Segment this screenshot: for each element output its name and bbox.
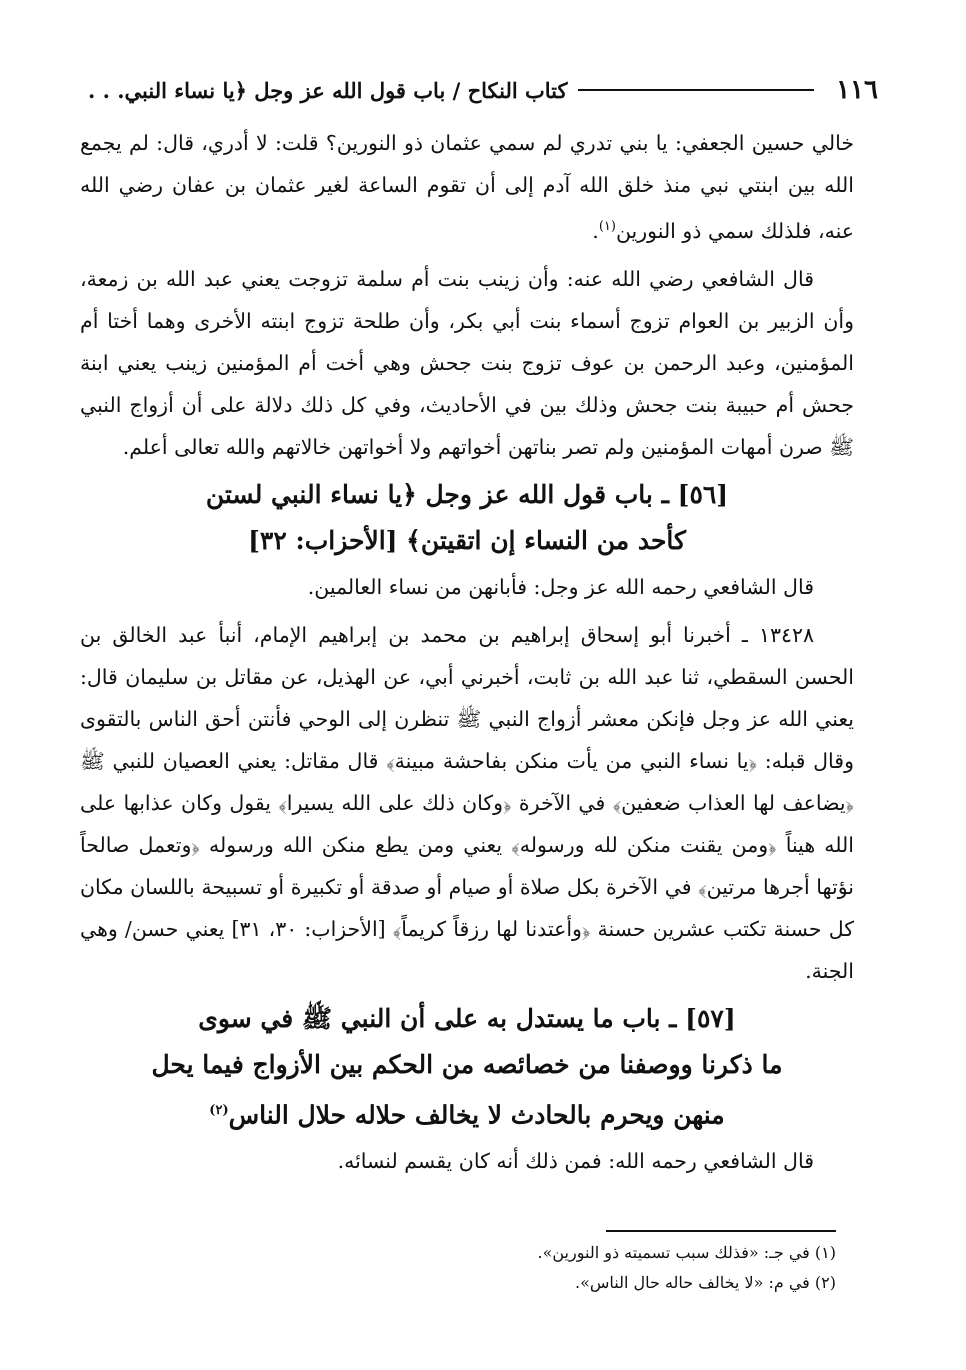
heading-57-line-2: ما ذكرنا ووصفنا من خصائصه من الحكم بين الأزواج فيما يحل bbox=[151, 1049, 783, 1079]
hadith-13428: ١٣٤٢٨ ـ أخبرنا أبو إسحاق إبراهيم بن محمد بن إبراهيم الإمام، أنبأ عبد الخالق بن الحسن السقطي، ثنا عبد الله بن ثابت، أخبرني أبي، عن الهذيل، عن مقاتل بن سليمان قال: يعني الله عز وجل فإنكن معشر أزواج النبي ﷺ تنظرن إلى الوحي فأنتن أحق الناس بالتقوى وقال قبله: ﴿يا نساء النبي من يأت منكن بفاحشة مبينة﴾ قال مقاتل: يعني العصيان للنبي ﷺ ﴿يضاعف لها العذاب ضعفين﴾ في الآخرة ﴿وكان ذلك على الله يسيرا﴾ يقول وكان عذابها على الله هيناً ﴿ومن يقنت منكن لله ورسوله﴾ يعني ومن يطع منكن الله ورسوله ﴿وتعمل صالحاً نؤتها أجرها مرتين﴾ في الآخرة بكل صلاة أو صيام أو صدقة أو تكبيرة أو تسبيحة باللسان مكان كل حسنة تكتب عشرين حسنة ﴿وأعتدنا لها رزقاً كريماً﴾ [الأحزاب: ٣٠، ٣١] يعني حسن/ وهي الجنة. bbox=[80, 622, 854, 983]
paragraph-1 bbox=[80, 122, 854, 252]
footnote-1: (١) في جـ: «فذلك سبب تسميته ذو النورين». bbox=[537, 1243, 836, 1262]
heading-56-line-1: [٥٦] ـ باب قول الله عز وجل ﴿يا نساء النبي لستن bbox=[205, 479, 729, 509]
paragraph-5: قال الشافعي رحمه الله: فمن ذلك أنه كان يقسم لنسائه. bbox=[337, 1149, 814, 1174]
heading-57-line-3 bbox=[80, 1088, 854, 1138]
footnote-separator bbox=[606, 1230, 836, 1232]
heading-57-line-1: [٥٧] ـ باب ما يستدل به على أن النبي ﷺ في سوى bbox=[198, 1003, 736, 1033]
footnotes bbox=[110, 1238, 836, 1298]
heading-56-line-2: كأحد من النساء إن اتقيتن﴾ [الأحزاب: ٣٢] bbox=[248, 525, 686, 555]
header-rule bbox=[578, 89, 815, 91]
heading-chapter-56 bbox=[80, 472, 854, 564]
footnote-ref-2: (٢) bbox=[209, 1102, 229, 1118]
heading-57-line-3-text: منهن ويحرم بالحادث لا يخالف حلاله حلال الناس bbox=[228, 1100, 725, 1130]
paragraph-2: قال الشافعي رضي الله عنه: وأن زينب بنت أم سلمة تزوجت يعني عبد الله بن زمعة، وأن الزبير بن العوام تزوج أسماء بنت أبي بكر، وأن طلحة تزوج ابنته الأخرى وهما أختا أم المؤمنين، وعبد الرحمن بن عوف تزوج بنت جحش وهي أخت أم المؤمنين زينب يعني ابنة جحش أم حبيبة بنت جحش وذلك بين في الأحاديث، وفي كل ذلك دلالة على أن أزواج النبي ﷺ صرن أمهات المؤمنين ولم تصر بناتهن أخواتهم ولا أخواتهن خالاتهم والله تعالى أعلم. bbox=[80, 266, 854, 459]
page-number: ١١٦ bbox=[836, 75, 878, 105]
running-title: كتاب النكاح / باب قول الله عز وجل ﴿يا نساء النبي. . . bbox=[88, 77, 568, 103]
heading-chapter-57 bbox=[80, 996, 854, 1138]
page-body bbox=[80, 122, 854, 1182]
footnote-2: (٢) في م: «لا يخالف حاله حال الناس». bbox=[574, 1273, 836, 1292]
paragraph-3: قال الشافعي رحمه الله عز وجل: فأبانهن من نساء العالمين. bbox=[307, 574, 814, 599]
footnote-ref-1: (١) bbox=[598, 219, 616, 234]
paragraph-1-end: . bbox=[592, 218, 599, 243]
paragraph-1-text: خالي حسين الجعفي: يا بني تدري لم سمي عثمان ذو النورين؟ قلت: لا أدري، قال: لم يجمع الله بين ابنتي نبي منذ خلق الله آدم إلى أن تقوم الساعة لغير عثمان بن عفان رضي الله عنه، فلذلك سمي ذو النورين bbox=[80, 131, 854, 243]
page-header bbox=[88, 70, 878, 110]
